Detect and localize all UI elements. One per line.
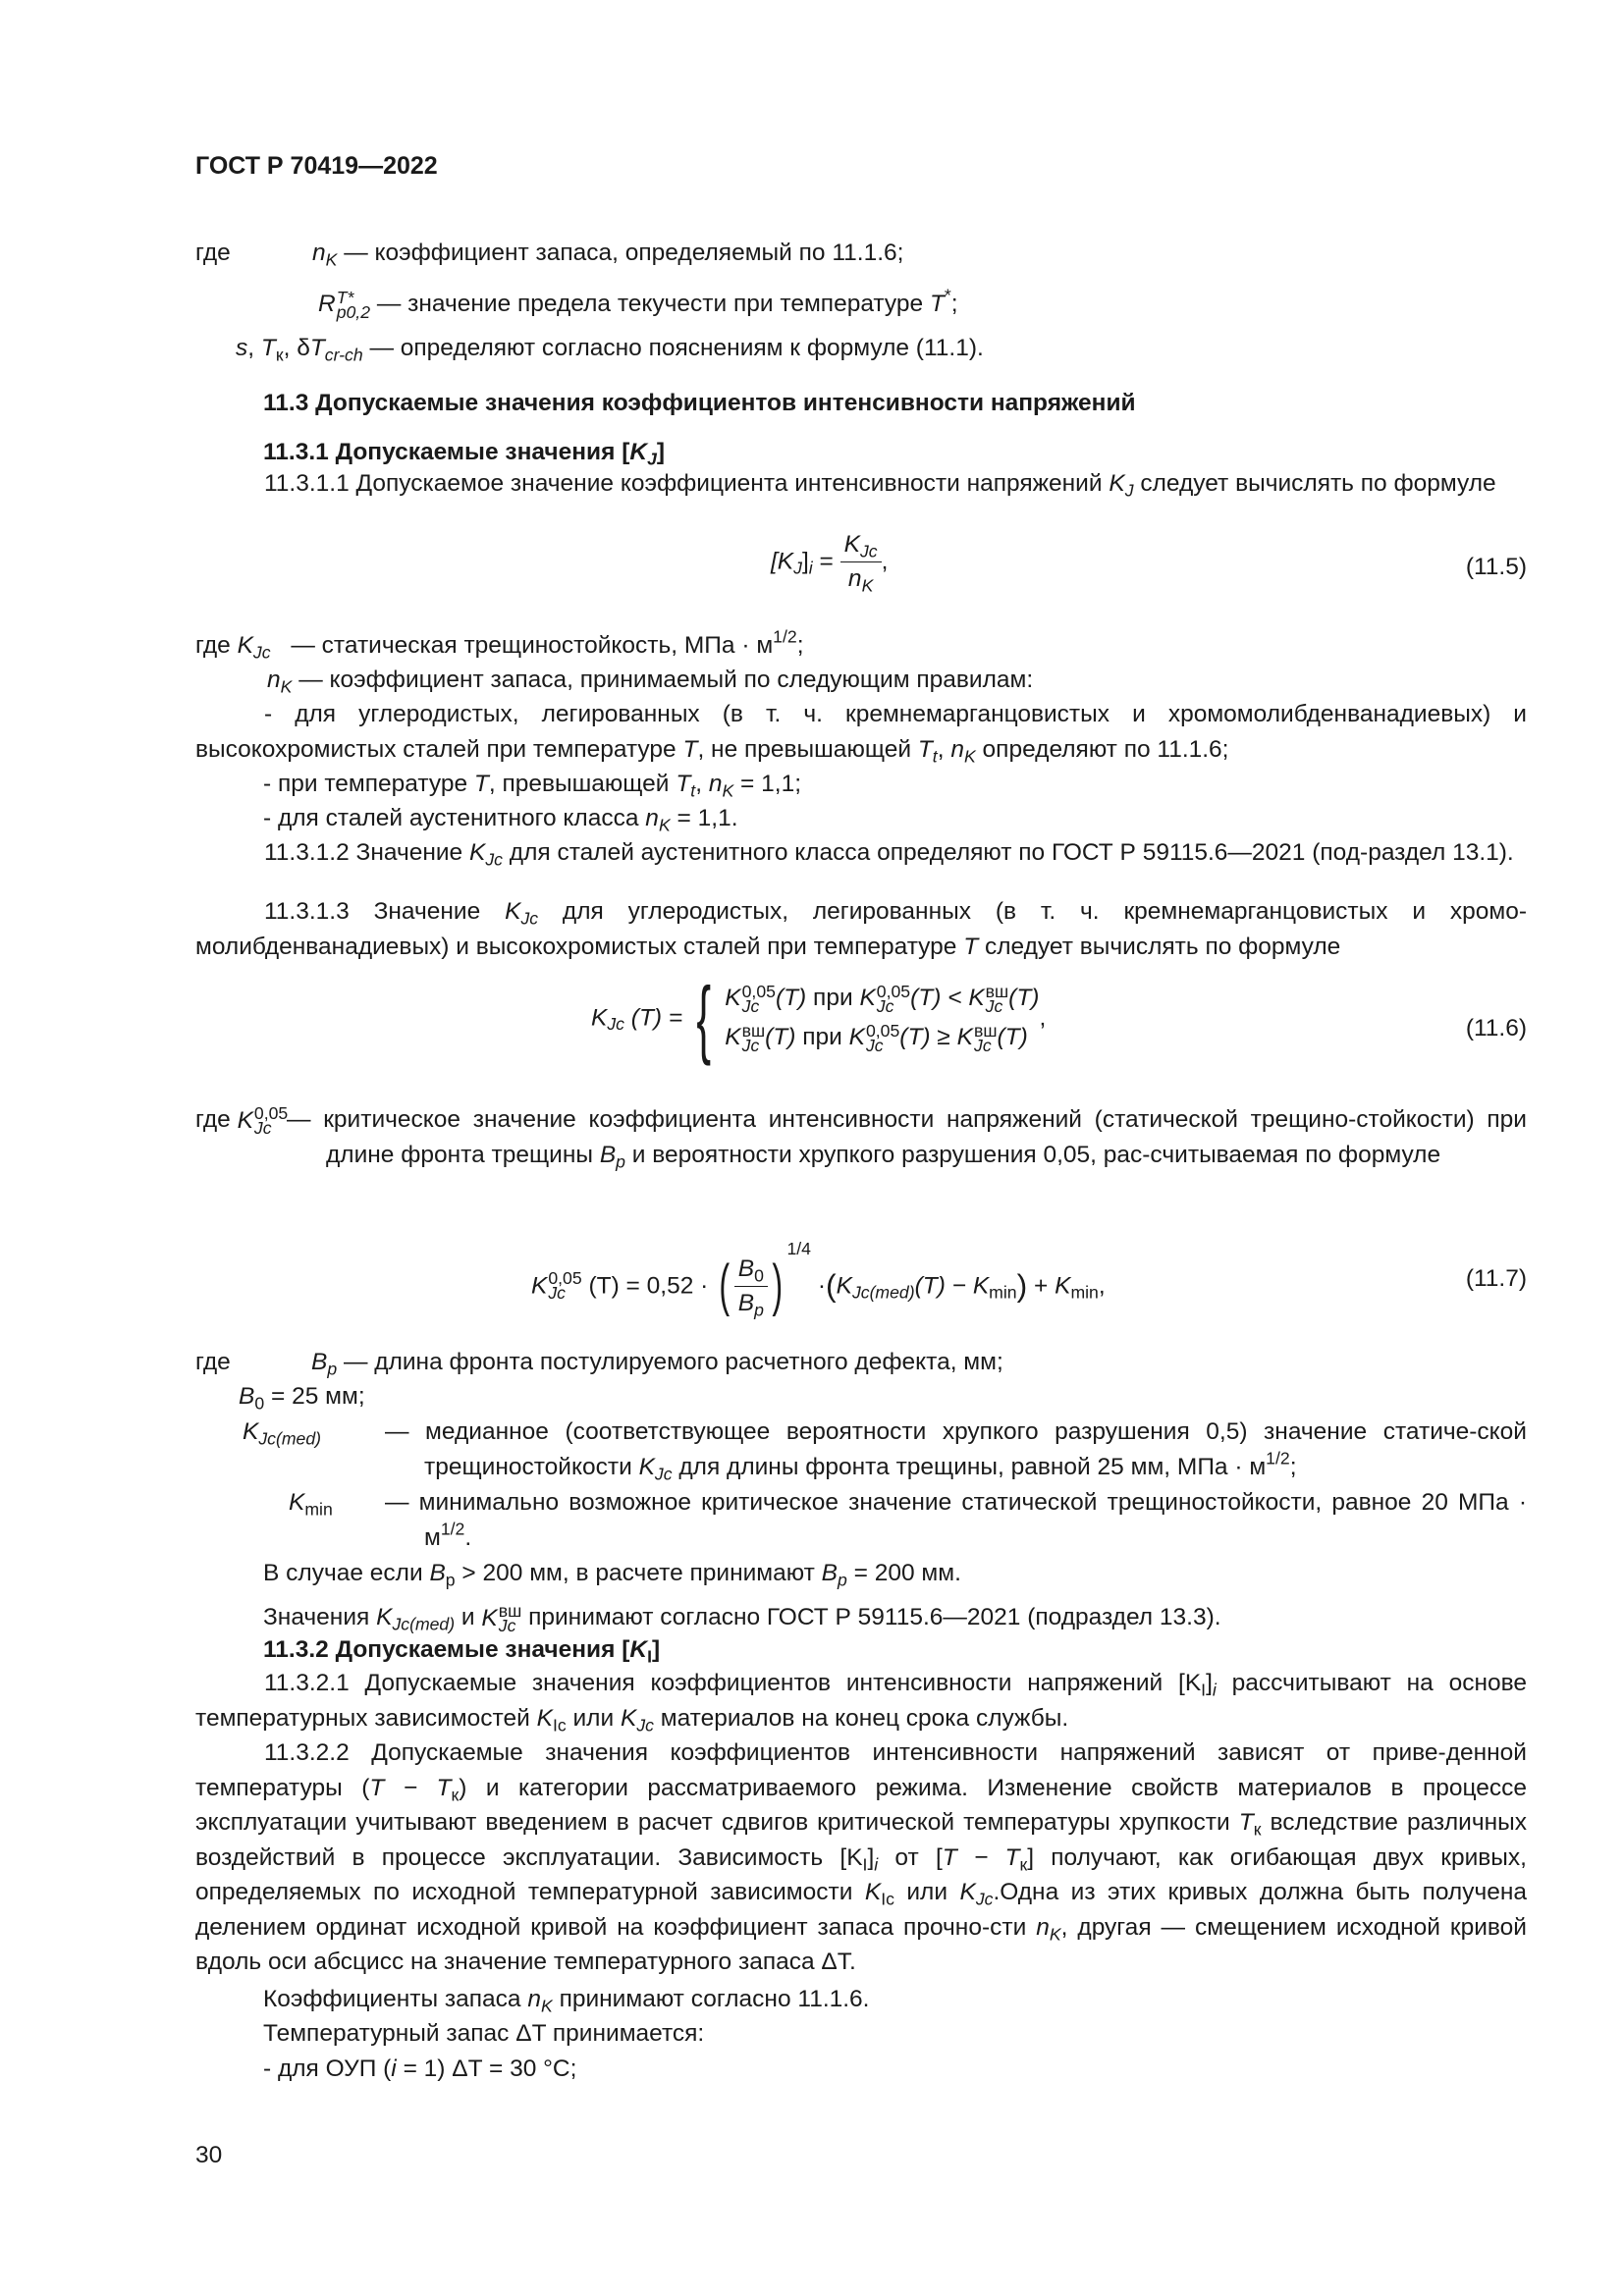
where-block-2-item2: - при температуре T, превышающей $T_t$, $n_K = 1,1$; [263, 771, 802, 801]
where-block-1-row1 [312, 236, 903, 271]
cases-block [725, 979, 1039, 1057]
where-block-3-text: — критическое значение коэффициента интенсивности напряжений (статической трещино-стойкости) при длине фронта трещины $B_p$ и вероятности хрупкого разрушения 0,05, рас-считываемая по формуле [287, 1106, 1527, 1172]
row-text: — значение предела текучести при температуре [376, 291, 924, 317]
where-block-1-row2: R T* p0,2 — значение предела текучести при температуре T*; [318, 285, 958, 322]
row-text: — коэффициент запаса, определяемый по 11.1.6; [344, 240, 904, 266]
equation-number-11-7: (11.7) [1465, 1265, 1527, 1292]
where-block-3-gde: где K 0,05 Jc [195, 1102, 289, 1138]
left-brace: { [696, 969, 712, 1066]
where-block-1-row3: s, $T_к$, $\delta T_{cr-ch}$ — определяют согласно пояснениям к формуле (11.1). [236, 335, 984, 365]
where-block-1-gde: где [195, 240, 231, 266]
paragraph-temperature-margin: Температурный запас ΔT принимается: [263, 2020, 705, 2047]
section-11-3-title: 11.3 Допускаемые значения коэффициентов интенсивности напряжений [263, 390, 1136, 416]
where-block-2-row2: $n_K$ — коэффициент запаса, принимаемый по следующим правилам: [267, 667, 1034, 697]
temp-symbol: T [929, 291, 945, 317]
paragraph-11-3-1-1: 11.3.1.1 Допускаемое значение коэффициента интенсивности напряжений $K_J$ следует вычислять по формуле [264, 470, 1496, 501]
where-block-4-row1: $B_p$ — длина фронта постулируемого расчетного дефекта, мм; [311, 1349, 1003, 1379]
case-2: K вш Jc (T) при K 0,05 Jc (T) ≥ K вш Jc (T) [725, 1020, 1028, 1055]
equation-11-5: $[K_J]_i$ = $\frac{K_{Jc}}{n_K}$ , [771, 528, 888, 596]
symbol-r: R [318, 291, 336, 317]
where-block-2-item3: - для сталей аустенитного класса $n_K = 1,1$. [263, 805, 738, 835]
paragraph-11-3-1-2: 11.3.1.2 Значение $K_{Jc}$ для сталей аустенитного класса определяют по ГОСТ Р 59115.6—2021 (под-раздел 13.1). [264, 839, 1514, 870]
where-block-2-item1: - для углеродистых, легированных (в т. ч. кремнемарганцовистых и хромомолибденванадиевых) и высокохромистых сталей при температуре T, не превышающей $T_t$, $n_K$ определяют по 11.1.6; [195, 701, 1527, 767]
where-block-4-row4-symbol: $K_{min}$ [289, 1489, 333, 1520]
equation-number-11-6: (11.6) [1465, 1015, 1527, 1041]
symbol-sub: K [325, 249, 338, 270]
where-block-4-row3-text: — медианное (соответствующее вероятности хрупкого разрушения 0,5) значение статиче-ской трещиностойкости $K_{Jc}$ для длины фронта трещины, равной 25 мм, МПа · $м^{1/2}$; [385, 1418, 1527, 1484]
where-block-4-row4-text: — минимально возможное критическое значение статической трещиностойкости, равное 20 МПа · $м^{1/2}$. [385, 1489, 1527, 1551]
section-11-3-2-title: 11.3.2 Допускаемые значения $[K_I]$ [263, 1636, 661, 1667]
paragraph-11-3-2-1: 11.3.2.1 Допускаемые значения коэффициентов интенсивности напряжений $[K_I]_i$ рассчитывают на основе температурных зависимостей $K_{Ic}$ или $K_{Jc}$ материалов на конец срока службы. [195, 1670, 1527, 1735]
where-block-4-gde: где [195, 1349, 231, 1375]
row-text: — определяют согласно пояснениям к формуле (11.1). [369, 335, 984, 361]
paragraph-oup: - для ОУП (i = 1) ΔT = 30 °C; [263, 2056, 577, 2082]
paragraph-case: В случае если $B_р > 200$ мм, в расчете принимают $B_p = 200$ мм. [263, 1560, 961, 1590]
fraction-b0-bp: $\frac{B_0}{B_p}$ [734, 1253, 768, 1320]
where-block-4-row3-symbol: $K_{Jc(med)}$ [243, 1418, 321, 1449]
symbol-supsub: T* p0,2 [336, 287, 371, 322]
paragraph-11-3-2-2: 11.3.2.2 Допускаемые значения коэффициентов интенсивности напряжений зависят от приве-денной температуры $(T - T_к)$ и категории рассматриваемого режима. Изменение свойств материалов в процессе эксплуатации учитывают введением в расчет сдвигов критической температуры хрупкости $T_к$ вследствие различных воздействий в процессе эксплуатации. Зависимость $[K_I]_i$ от $[T - T_к]$ получают, как огибающая двух кривых, определяемых по исходной температурной зависимости $K_{Ic}$ или $K_{Jc}.Одна$ из этих кривых должна быть получена делением ординат исходной кривой на коэффициент запаса прочно-сти $n_K$, другая — смещением исходной кривой вдоль оси абсцисс на значение температурного запаса ΔT. [195, 1739, 1528, 1975]
page-number: 30 [195, 2142, 223, 2168]
case-1: K 0,05 Jc (T) при K 0,05 Jc (T) < K вш Jc (T) [725, 981, 1040, 1016]
where-block-4-row2: $B_0 = 25$ мм; [239, 1383, 365, 1414]
section-11-3-1-title: 11.3.1 Допускаемые значения $[K_J]$ [263, 439, 666, 469]
equation-11-6: $K_{Jc}$ (T) = { K 0,05 Jc (T) при K 0,05 Jc (T) < K вш Jc (T) K вш Jc (T) при K 0,05 Jc (T) ≥ K вш Jc (T) , [591, 969, 1047, 1066]
header-standard-code: ГОСТ Р 70419—2022 [195, 152, 438, 180]
where-block-2-row1: где $K_{Jc}$ — статическая трещиностойкость, МПа · $м^{1/2}$; [195, 626, 804, 663]
fraction-kjc-nk: $\frac{K_{Jc}}{n_K}$ [840, 528, 882, 596]
equation-number-11-5: (11.5) [1465, 554, 1527, 580]
paragraph-values: Значения $K_{Jc(med)}$ и K вш Jc принимают согласно ГОСТ Р 59115.6—2021 (подраздел 13.3). [263, 1600, 1221, 1635]
equation-11-7: K 0,05 Jc (T) = 0,52 · ( $\frac{B_0}{B_p}$ )$^{1/4} \cdot(K_{Jc(med)}(T) - K_{min}) + K_{min}$, [531, 1239, 1106, 1320]
paragraph-11-3-1-3: 11.3.1.3 Значение $K_{Jc}$ для углеродистых, легированных (в т. ч. кремнемарганцовистых и хромо-молибденванадиевых) и высокохромистых сталей при температуре T следует вычислять по формуле [195, 898, 1527, 960]
symbol-n: n [312, 240, 326, 266]
paragraph-coefficients: Коэффициенты запаса $n_K$ принимают согласно 11.1.6. [263, 1986, 870, 2016]
